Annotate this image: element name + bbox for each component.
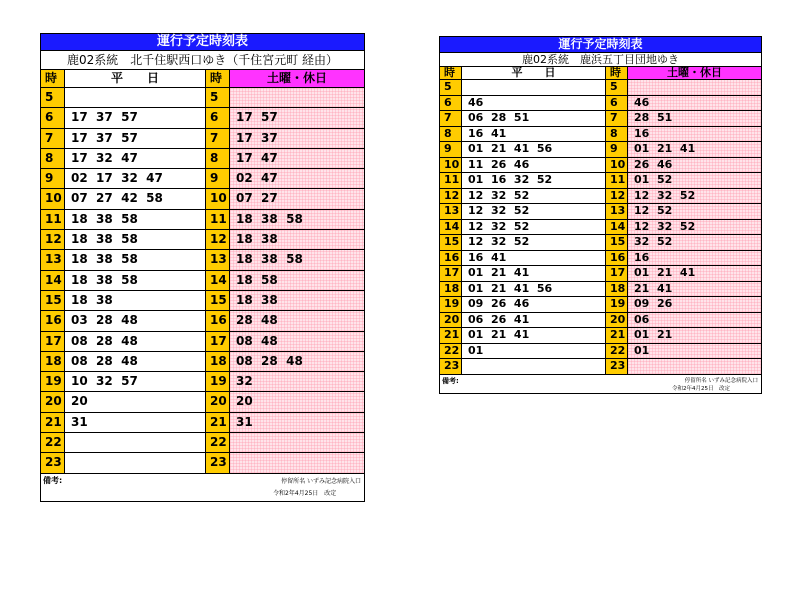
hour-cell: 12 xyxy=(440,189,462,204)
timetable-row xyxy=(41,372,364,392)
hour-cell: 21 xyxy=(206,413,230,432)
timetable-row xyxy=(440,282,761,298)
weekday-times: 01 21 41 xyxy=(462,266,606,281)
hour-cell: 10 xyxy=(206,189,230,208)
hour-cell: 23 xyxy=(606,359,628,374)
holiday-times: 16 xyxy=(628,127,761,142)
revision-date: 令和2年4月25日 改定 xyxy=(672,385,730,392)
weekday-times: 18 38 58 xyxy=(65,230,206,249)
timetable-row xyxy=(440,313,761,329)
timetable-kitasenju xyxy=(40,33,365,502)
weekday-times: 08 28 48 xyxy=(65,352,206,371)
column-header-row xyxy=(440,67,761,80)
timetable-row xyxy=(440,359,761,375)
timetable-row xyxy=(440,220,761,236)
holiday-times: 32 xyxy=(230,372,364,391)
hour-cell: 7 xyxy=(606,111,628,126)
timetable-row xyxy=(440,189,761,205)
weekday-times: 18 38 58 xyxy=(65,210,206,229)
timetable-title: 運行予定時刻表 xyxy=(41,34,364,51)
holiday-header: 土曜・休日 xyxy=(628,67,761,79)
timetable-row xyxy=(440,266,761,282)
hour-cell: 16 xyxy=(206,311,230,330)
hour-cell: 17 xyxy=(206,332,230,351)
timetable-row xyxy=(440,158,761,174)
hour-cell: 19 xyxy=(440,297,462,312)
holiday-times: 01 21 xyxy=(628,328,761,343)
holiday-times: 12 32 52 xyxy=(628,220,761,235)
hour-cell: 13 xyxy=(440,204,462,219)
timetable-row xyxy=(440,96,761,112)
hour-cell: 21 xyxy=(606,328,628,343)
weekday-times: 16 41 xyxy=(462,127,606,142)
holiday-times xyxy=(628,80,761,95)
hour-cell: 21 xyxy=(41,413,65,432)
hour-cell: 8 xyxy=(606,127,628,142)
hour-cell: 8 xyxy=(41,149,65,168)
weekday-times: 01 21 41 56 xyxy=(462,142,606,157)
hour-cell: 5 xyxy=(41,88,65,107)
weekday-times: 09 26 46 xyxy=(462,297,606,312)
hour-cell: 14 xyxy=(606,220,628,235)
hour-cell: 18 xyxy=(606,282,628,297)
weekday-header: 平 日 xyxy=(462,67,606,79)
weekday-times: 12 32 52 xyxy=(462,235,606,250)
hour-cell: 9 xyxy=(440,142,462,157)
weekday-times: 12 32 52 xyxy=(462,204,606,219)
hour-cell: 5 xyxy=(206,88,230,107)
holiday-times xyxy=(628,359,761,374)
holiday-times: 12 32 52 xyxy=(628,189,761,204)
weekday-times: 01 xyxy=(462,344,606,359)
hour-cell: 16 xyxy=(606,251,628,266)
weekday-times: 46 xyxy=(462,96,606,111)
timetable-row xyxy=(41,392,364,412)
weekday-times xyxy=(462,80,606,95)
hour-cell: 16 xyxy=(41,311,65,330)
weekday-times: 12 32 52 xyxy=(462,220,606,235)
hour-header: 時 xyxy=(440,67,462,79)
holiday-times: 18 38 58 xyxy=(230,250,364,269)
hour-cell: 22 xyxy=(41,433,65,452)
weekday-times: 03 28 48 xyxy=(65,311,206,330)
timetable-row xyxy=(440,111,761,127)
timetable-row xyxy=(440,142,761,158)
weekday-times: 01 21 41 xyxy=(462,328,606,343)
weekday-times: 18 38 58 xyxy=(65,250,206,269)
hour-cell: 15 xyxy=(440,235,462,250)
hour-cell: 9 xyxy=(41,169,65,188)
holiday-times: 17 57 xyxy=(230,108,364,127)
holiday-times: 07 27 xyxy=(230,189,364,208)
timetable-row xyxy=(440,204,761,220)
holiday-times xyxy=(230,453,364,472)
timetable-row xyxy=(41,352,364,372)
remarks-label: 備考: xyxy=(43,475,63,485)
remarks-footer xyxy=(440,375,761,393)
hour-cell: 6 xyxy=(606,96,628,111)
hour-cell: 14 xyxy=(206,271,230,290)
hour-cell: 8 xyxy=(206,149,230,168)
weekday-times xyxy=(65,453,206,472)
hour-cell: 12 xyxy=(206,230,230,249)
holiday-times xyxy=(230,88,364,107)
hour-cell: 19 xyxy=(41,372,65,391)
hour-cell: 17 xyxy=(440,266,462,281)
weekday-times: 01 21 41 56 xyxy=(462,282,606,297)
timetable-row xyxy=(440,297,761,313)
revision-date: 令和2年4月25日 改定 xyxy=(273,489,337,497)
timetable-row xyxy=(41,108,364,128)
hour-cell: 7 xyxy=(41,129,65,148)
weekday-times: 02 17 32 47 xyxy=(65,169,206,188)
hour-cell: 12 xyxy=(606,189,628,204)
weekday-times xyxy=(65,433,206,452)
hour-cell: 6 xyxy=(440,96,462,111)
timetable-row xyxy=(41,332,364,352)
holiday-times: 32 52 xyxy=(628,235,761,250)
holiday-times: 46 xyxy=(628,96,761,111)
weekday-times: 17 32 47 xyxy=(65,149,206,168)
holiday-times: 18 58 xyxy=(230,271,364,290)
weekday-times: 17 37 57 xyxy=(65,129,206,148)
timetable-row xyxy=(41,311,364,331)
weekday-times: 01 16 32 52 xyxy=(462,173,606,188)
timetable-row xyxy=(41,250,364,270)
timetable-row xyxy=(440,173,761,189)
holiday-times: 01 21 41 xyxy=(628,266,761,281)
timetable-row xyxy=(41,210,364,230)
hour-cell: 10 xyxy=(41,189,65,208)
weekday-times: 17 37 57 xyxy=(65,108,206,127)
hour-cell: 6 xyxy=(41,108,65,127)
hour-cell: 14 xyxy=(41,271,65,290)
weekday-times: 06 28 51 xyxy=(462,111,606,126)
hour-cell: 19 xyxy=(606,297,628,312)
weekday-times: 06 26 41 xyxy=(462,313,606,328)
hour-cell: 15 xyxy=(41,291,65,310)
hour-cell: 14 xyxy=(440,220,462,235)
hour-cell: 7 xyxy=(440,111,462,126)
weekday-header: 平 日 xyxy=(65,70,206,87)
holiday-header: 土曜・休日 xyxy=(230,70,364,87)
route-destination: 鹿02系統 北千住駅西口ゆき（千住宮元町 経由） xyxy=(41,51,364,70)
remarks-label: 備考: xyxy=(442,376,459,385)
hour-cell: 5 xyxy=(606,80,628,95)
holiday-times: 16 xyxy=(628,251,761,266)
holiday-times: 26 46 xyxy=(628,158,761,173)
hour-cell: 22 xyxy=(606,344,628,359)
hour-cell: 17 xyxy=(41,332,65,351)
holiday-times: 18 38 xyxy=(230,291,364,310)
holiday-times: 20 xyxy=(230,392,364,411)
hour-cell: 7 xyxy=(206,129,230,148)
hour-cell: 6 xyxy=(206,108,230,127)
timetable-row xyxy=(41,129,364,149)
timetable-row xyxy=(41,149,364,169)
timetable-title: 運行予定時刻表 xyxy=(440,37,761,53)
hour-cell: 11 xyxy=(606,173,628,188)
hour-cell: 22 xyxy=(206,433,230,452)
weekday-times: 31 xyxy=(65,413,206,432)
hour-cell: 11 xyxy=(440,173,462,188)
hour-header-holiday: 時 xyxy=(206,70,230,87)
hour-cell: 20 xyxy=(206,392,230,411)
timetable-row xyxy=(440,344,761,360)
weekday-times: 20 xyxy=(65,392,206,411)
holiday-times: 18 38 xyxy=(230,230,364,249)
timetable-row xyxy=(41,230,364,250)
hour-header: 時 xyxy=(41,70,65,87)
timetable-row xyxy=(41,453,364,473)
timetable-shikahama xyxy=(439,36,762,394)
hour-cell: 23 xyxy=(206,453,230,472)
timetable-row xyxy=(41,413,364,433)
timetable-row xyxy=(41,433,364,453)
hour-cell: 18 xyxy=(206,352,230,371)
hour-header-holiday: 時 xyxy=(606,67,628,79)
hour-cell: 13 xyxy=(206,250,230,269)
hour-cell: 16 xyxy=(440,251,462,266)
timetable-row xyxy=(440,251,761,267)
hour-cell: 11 xyxy=(206,210,230,229)
holiday-times: 18 38 58 xyxy=(230,210,364,229)
hour-cell: 9 xyxy=(606,142,628,157)
holiday-times: 09 26 xyxy=(628,297,761,312)
hour-cell: 5 xyxy=(440,80,462,95)
weekday-times: 16 41 xyxy=(462,251,606,266)
timetable-row xyxy=(440,80,761,96)
holiday-times: 01 xyxy=(628,344,761,359)
hour-cell: 13 xyxy=(41,250,65,269)
weekday-times: 18 38 xyxy=(65,291,206,310)
hour-cell: 9 xyxy=(206,169,230,188)
hour-cell: 22 xyxy=(440,344,462,359)
holiday-times: 21 41 xyxy=(628,282,761,297)
remarks-footer xyxy=(41,474,364,501)
holiday-times: 01 52 xyxy=(628,173,761,188)
hour-cell: 20 xyxy=(606,313,628,328)
hour-cell: 23 xyxy=(440,359,462,374)
weekday-times: 08 28 48 xyxy=(65,332,206,351)
holiday-times: 28 48 xyxy=(230,311,364,330)
route-destination: 鹿02系統 鹿浜五丁目団地ゆき xyxy=(440,53,761,67)
hour-cell: 17 xyxy=(606,266,628,281)
holiday-times: 08 48 xyxy=(230,332,364,351)
hour-cell: 21 xyxy=(440,328,462,343)
hour-cell: 11 xyxy=(41,210,65,229)
hour-cell: 18 xyxy=(440,282,462,297)
hour-cell: 20 xyxy=(440,313,462,328)
column-header-row xyxy=(41,70,364,88)
hour-cell: 12 xyxy=(41,230,65,249)
weekday-times xyxy=(462,359,606,374)
hour-cell: 20 xyxy=(41,392,65,411)
weekday-times: 12 32 52 xyxy=(462,189,606,204)
stop-name: 停留所名 いずみ記念病院入口 xyxy=(281,477,361,485)
holiday-times: 17 47 xyxy=(230,149,364,168)
timetable-row xyxy=(41,291,364,311)
hour-cell: 19 xyxy=(206,372,230,391)
stop-name: 停留所名 いずみ記念病院入口 xyxy=(684,377,758,384)
holiday-times: 12 52 xyxy=(628,204,761,219)
weekday-times: 18 38 58 xyxy=(65,271,206,290)
holiday-times: 28 51 xyxy=(628,111,761,126)
timetable-row xyxy=(41,88,364,108)
weekday-times xyxy=(65,88,206,107)
hour-cell: 10 xyxy=(606,158,628,173)
holiday-times: 02 47 xyxy=(230,169,364,188)
timetable-row xyxy=(41,271,364,291)
hour-cell: 15 xyxy=(206,291,230,310)
weekday-times: 11 26 46 xyxy=(462,158,606,173)
holiday-times: 01 21 41 xyxy=(628,142,761,157)
hour-cell: 8 xyxy=(440,127,462,142)
timetable-row xyxy=(440,328,761,344)
holiday-times: 08 28 48 xyxy=(230,352,364,371)
timetable-row xyxy=(41,189,364,209)
hour-cell: 23 xyxy=(41,453,65,472)
timetable-row xyxy=(440,127,761,143)
hour-cell: 18 xyxy=(41,352,65,371)
holiday-times: 31 xyxy=(230,413,364,432)
hour-cell: 10 xyxy=(440,158,462,173)
timetable-row xyxy=(440,235,761,251)
holiday-times xyxy=(230,433,364,452)
weekday-times: 10 32 57 xyxy=(65,372,206,391)
hour-cell: 13 xyxy=(606,204,628,219)
timetable-row xyxy=(41,169,364,189)
weekday-times: 07 27 42 58 xyxy=(65,189,206,208)
holiday-times: 06 xyxy=(628,313,761,328)
holiday-times: 17 37 xyxy=(230,129,364,148)
hour-cell: 15 xyxy=(606,235,628,250)
